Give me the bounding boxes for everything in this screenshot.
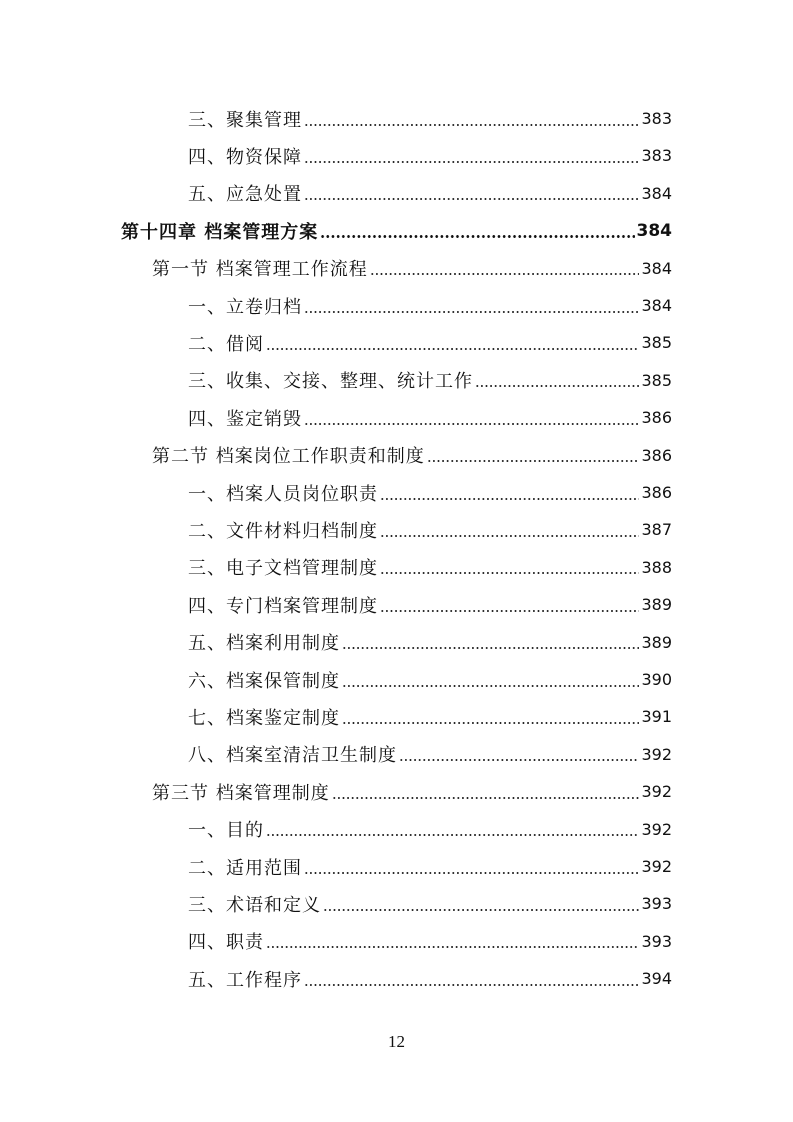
toc-entry[interactable] [188,137,672,174]
toc-entry-page: 392 [641,819,672,839]
toc-entry-title: 四、物资保障 [188,146,302,168]
toc-entry-page: 391 [641,707,672,727]
toc-dot-leader [342,685,639,687]
toc-entry[interactable] [188,511,672,548]
toc-entry-title: 三、聚集管理 [188,109,302,131]
toc-entry[interactable] [188,923,672,960]
toc-entry-title: 第二节 档案岗位工作职责和制度 [152,446,425,468]
toc-entry-page: 386 [641,408,672,428]
toc-dot-leader [323,909,639,911]
toc-dot-leader [427,460,640,462]
toc-entry-title: 一、立卷归档 [188,296,302,318]
toc-entry-page: 383 [641,146,672,166]
toc-entry-title: 五、应急处置 [188,184,302,206]
toc-dot-leader [342,722,639,724]
toc-entry-title: 第三节 档案管理制度 [152,782,330,804]
toc-entry-title: 第十四章 档案管理方案 [121,221,319,243]
toc-entry[interactable] [188,175,672,212]
toc-entry-page: 384 [641,296,672,315]
toc-dot-leader [380,610,639,612]
toc-entry[interactable] [188,100,672,137]
toc-entry-title: 四、职责 [188,932,264,954]
toc-entry-title: 三、术语和定义 [188,894,321,916]
toc-entry-title: 七、档案鉴定制度 [188,707,340,729]
toc-dot-leader [304,872,639,874]
toc-dot-leader [399,759,639,761]
toc-entry[interactable] [188,811,672,848]
toc-entry[interactable] [188,362,672,399]
toc-entry[interactable] [188,399,672,436]
toc-entry-title: 一、目的 [188,820,264,842]
toc-entry-page: 386 [641,483,672,502]
page-number: 12 [388,1032,405,1051]
toc-entry-page: 393 [641,931,672,951]
toc-entry-title: 三、收集、交接、整理、统计工作 [188,371,473,393]
toc-entry-page: 386 [641,445,672,465]
toc-entry-title: 第一节 档案管理工作流程 [152,259,368,281]
toc-entry[interactable] [188,474,672,511]
toc-dot-leader [380,535,639,537]
toc-dot-leader [304,423,639,425]
toc-entry-title: 六、档案保管制度 [188,670,340,692]
toc-entry-page: 389 [641,595,672,615]
toc-entry-page: 388 [641,557,672,577]
toc-entry-title: 二、借阅 [188,333,264,355]
toc-dot-leader [266,946,639,948]
toc-dot-leader [370,273,640,275]
toc-dot-leader [342,647,639,649]
toc-entry[interactable] [188,586,672,623]
toc-entry-page: 392 [641,744,672,764]
toc-entry[interactable] [152,437,672,474]
toc-entry-title: 二、文件材料归档制度 [188,520,378,542]
toc-dot-leader [332,797,640,799]
toc-entry-page: 385 [641,370,672,390]
toc-entry[interactable] [188,698,672,735]
toc-dot-leader [380,572,639,574]
toc-dot-leader [266,834,639,836]
toc-entry-title: 二、适用范围 [188,857,302,879]
toc-entry-page: 392 [641,857,672,876]
toc-entry-title: 五、工作程序 [188,969,302,991]
toc-entry[interactable] [121,212,672,249]
toc-entry-title: 三、电子文档管理制度 [188,558,378,580]
toc-entry[interactable] [188,549,672,586]
toc-entry-title: 四、专门档案管理制度 [188,595,378,617]
toc-entry-page: 394 [641,969,672,989]
toc-dot-leader [320,235,634,238]
toc-dot-leader [304,198,639,200]
toc-entry-page: 385 [641,333,672,353]
toc-dot-leader [304,984,639,986]
toc-entry[interactable] [188,324,672,361]
toc-entry-page: 390 [641,670,672,689]
toc-entry-page: 383 [641,109,672,128]
toc-entry-title: 一、档案人员岗位职责 [188,483,378,505]
toc-dot-leader [304,124,639,126]
toc-entry-page: 387 [641,520,672,540]
toc-entry-title: 四、鉴定销毁 [188,408,302,430]
toc-entry[interactable] [188,960,672,997]
toc-entry-page: 392 [641,782,672,802]
toc-entry[interactable] [188,736,672,773]
toc-entry[interactable] [152,773,672,810]
toc-entry-title: 八、档案室清洁卫生制度 [188,745,397,767]
toc-dot-leader [380,498,639,500]
toc-entry[interactable] [188,287,672,324]
toc-entry-title: 五、档案利用制度 [188,633,340,655]
toc-entry-page: 384 [636,220,672,241]
toc-entry[interactable] [188,848,672,885]
toc-dot-leader [304,161,639,163]
toc-entry-page: 389 [641,632,672,652]
toc-entry[interactable] [188,624,672,661]
toc-dot-leader [304,311,639,313]
toc-entry[interactable] [188,885,672,922]
toc-dot-leader [475,385,639,387]
toc-dot-leader [266,348,639,350]
toc-entry[interactable] [152,250,672,287]
toc-entry[interactable] [188,661,672,698]
toc-entry-page: 384 [641,183,672,203]
toc-entry-page: 393 [641,894,672,914]
toc-entry-page: 384 [641,258,672,278]
